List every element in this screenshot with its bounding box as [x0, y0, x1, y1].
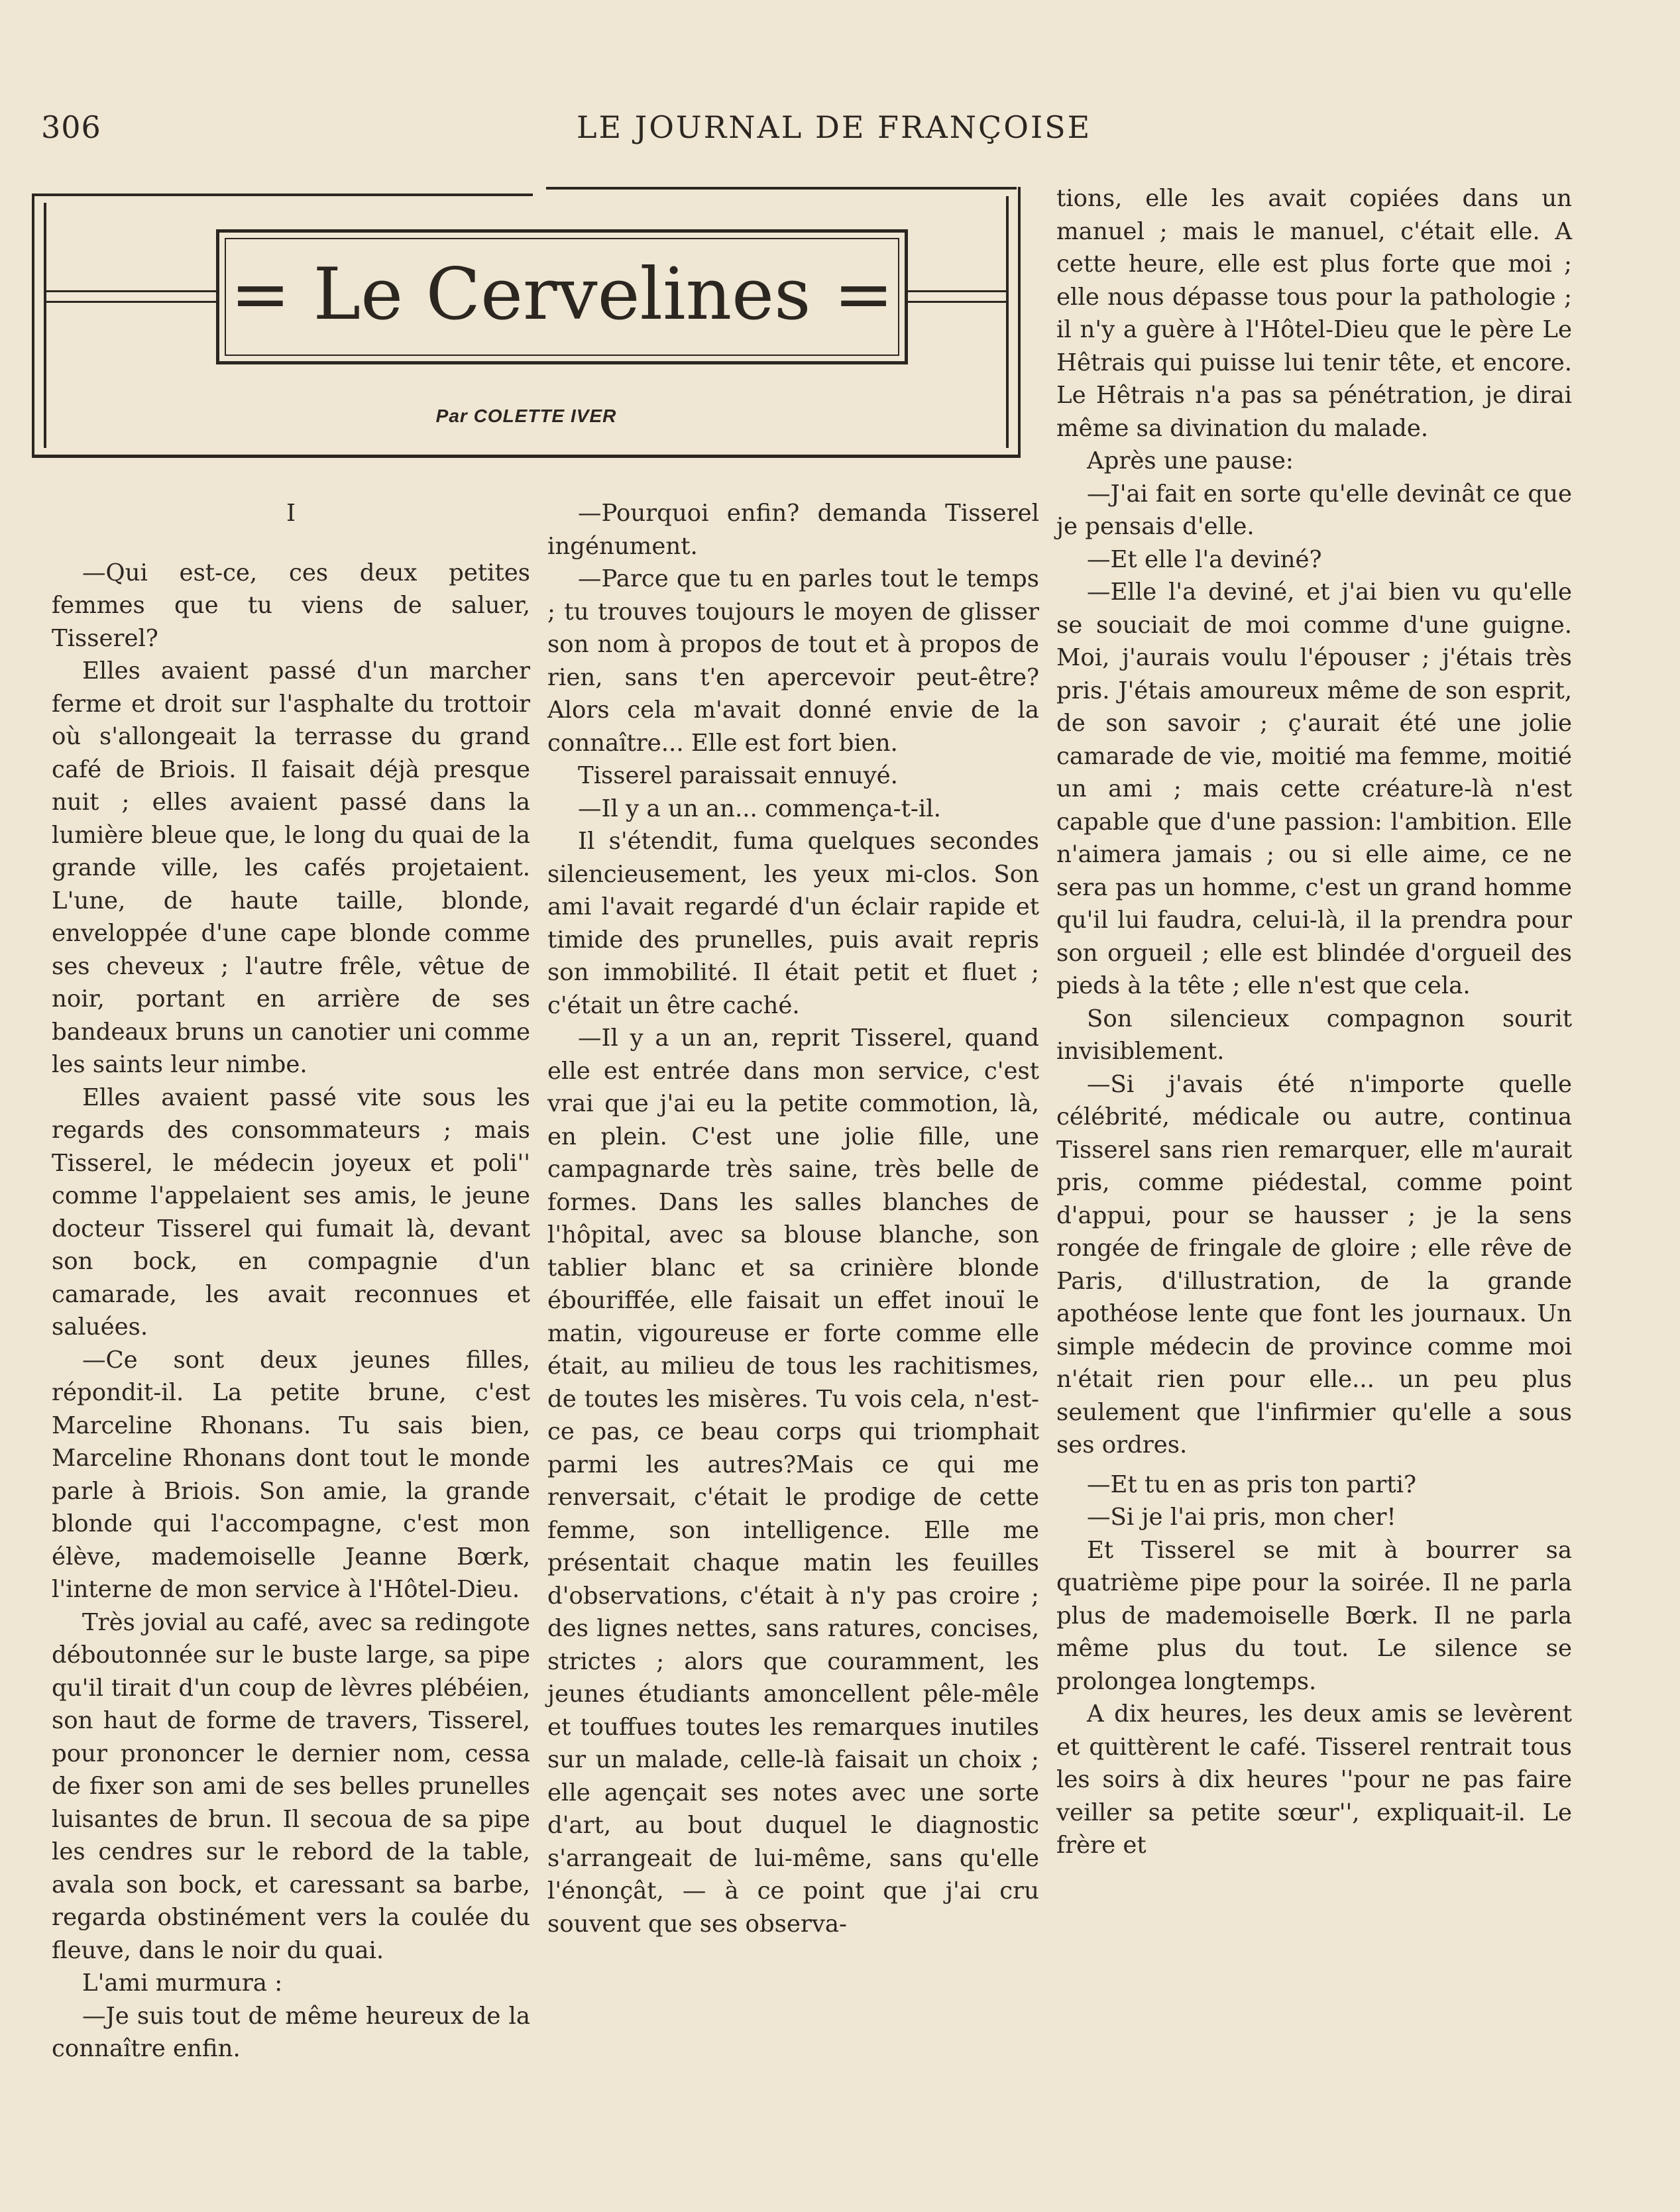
paragraph: —Elle l'a deviné, et j'ai bien vu qu'elle se souciait de moi comme d'une guigne. Moi, j'aurais voulu l'épouser ; j'étais très pris. J'étais amoureux même de son esprit, de son savoir ; ç'aurait été une jolie camarade de vie, moitié ma femme, moitié un ami ; mais cette créature-là n'est capable que d'une passion: l'ambition. Elle n'aimera jamais ; ou si elle aime, ce ne sera pas un homme, c'est un grand homme qu'il lui faudra, celui-là, il la prendra pour son orgueil ; elle est blindée d'orgueil des pieds à la tête ; elle n'est que cela.	[1056, 579, 1572, 999]
article-title: = Le Cervelines =	[230, 253, 894, 336]
paragraph: Son silencieux compagnon sourit invisiblement.	[1056, 1005, 1572, 1065]
column-1	[52, 497, 530, 2066]
title-frame	[32, 187, 1021, 459]
paragraph: —Je suis tout de même heureux de la connaître enfin.	[52, 2002, 530, 2062]
paragraph: —Et tu en as pris ton parti?	[1087, 1470, 1417, 1498]
paragraph: Elles avaient passé d'un marcher ferme et droit sur l'asphalte du trottoir où s'allongeait la terrasse du grand café de Briois. Il faisait déjà presque nuit ; elles avaient passé dans la lumière bleue que, le long du quai de la grande ville, les cafés projetaient. L'une, de haute taille, blonde, enveloppée d'une cape blonde comme ses cheveux ; l'autre frêle, vêtue de noir, portant en arrière de ses bandeaux bruns un canotier uni comme les saints leur nimbe.	[52, 657, 530, 1078]
paragraph: Très jovial au café, avec sa redingote déboutonnée sur le buste large, sa pipe qu'il tirait d'un coup de lèvres plébéien, son haut de forme de travers, Tisserel, pour prononcer le dernier nom, cessa de fixer son ami de ses belles prunelles luisantes de brun. Il secoua de sa pipe les cendres sur le rebord de la table, avala son bock, et caressant sa barbe, regarda obstinément vers la coulée du fleuve, dans le noir du quai.	[52, 1608, 530, 1964]
column-2	[547, 497, 1039, 1940]
left-connector-top	[46, 290, 216, 292]
frame-bottom-rule	[32, 455, 1021, 458]
paragraph: —Si j'avais été n'importe quelle célébrité, médicale ou autre, continua Tisserel sans rien remarquer, elle m'aurait pris, comme piédestal, comme point d'appui, pour se hausser ; je la sens rongée de fringale de gloire ; elle rêve de Paris, d'illustration, de la grande apothéose lente que font les journaux. Un simple médecin de province comme moi n'était rien pour elle... un peu plus seulement que l'infirmier qu'elle a sous ses ordres.	[1056, 1070, 1572, 1459]
paragraph: —Ce sont deux jeunes filles, répondit-il. La petite brune, c'est Marceline Rhonans. Tu sais bien, Marceline Rhonans dont tout le monde parle à Briois. Son amie, la grande blonde qui l'accompagne, c'est mon élève, mademoiselle Jeanne Bœrk, l'interne de mon service à l'Hôtel-Dieu.	[52, 1346, 530, 1603]
byline: Par COLETTE IVER	[435, 406, 617, 426]
section-number: I	[286, 500, 296, 527]
right-connector-top	[908, 290, 1006, 292]
paragraph: —Si je l'ai pris, mon cher!	[1087, 1504, 1396, 1531]
paragraph: Tisserel paraissait ennuyé.	[578, 762, 898, 789]
running-title: LE JOURNAL DE FRANÇOISE	[577, 109, 1092, 145]
paragraph: —Parce que tu en parles tout le temps ; tu trouves toujours le moyen de glisser son nom à propos de tout et à propos de rien, sans t'en apercevoir peut-être? Alors cela m'avait donné envie de la connaître... Elle est fort bien.	[547, 565, 1039, 757]
left-connector-bottom	[46, 301, 216, 303]
paragraph: A dix heures, les deux amis se levèrent et quittèrent le café. Tisserel rentrait tous les soirs à dix heures ''pour ne pas faire veiller sa petite sœur'', expliquait-il. Le frère et	[1056, 1700, 1572, 1859]
paragraph: —Et elle l'a deviné?	[1087, 545, 1322, 573]
frame-top-left-rule	[32, 194, 533, 196]
paragraph: —Qui est-ce, ces deux petites femmes que tu viens de saluer, Tisserel?	[52, 559, 530, 652]
paragraph-continued: tions, elle les avait copiées dans un manuel ; mais le manuel, c'était elle. A cette heure, elle est plus forte que moi ; elle nous dépasse tous pour la pathologie ; il n'y a guère à l'Hôtel-Dieu que le père Le Hêtrais qui puisse lui tenir tête, et encore. Le Hêtrais n'a pas sa pénétration, je dirai même sa divination du malade.	[1056, 185, 1572, 442]
column-3	[1056, 182, 1572, 1862]
page-number: 306	[41, 109, 101, 145]
paragraph: —Il y a un an... commença-t-il.	[578, 795, 941, 822]
paragraph: —Il y a un an, reprit Tisserel, quand elle est entrée dans mon service, c'est vrai que j'ai eu la petite commotion, là, en plein. C'est une jolie fille, une campagnarde très saine, très belle de formes. Dans les salles blanches de l'hôpital, avec sa blouse blanche, son tablier blanc et sa crinière blonde ébouriffée, elle faisait un effet inouï le matin, vigoureuse er forte comme elle était, au milieu de tous les rachitismes, de toutes les misères. Tu vois cela, n'est-ce pas, ce beau corps qui triomphait parmi les autres?Mais ce qui me renversait, c'était le prodige de cette femme, son intelligence. Elle me présentait chaque matin les feuilles d'observations, c'était à n'y pas croire ; des lignes nettes, sans ratures, concises, strictes ; alors que couramment, les jeunes étudiants amoncellent pêle-mêle et touffues toutes les remarques inutiles sur un malade, celle-là faisait un choix ; elle agençait ses notes avec une sorte d'art, au bout duquel le diagnostic s'arrangeait de lui-même, sans qu'elle l'énonçât, — à ce point que j'ai cru souvent que ses observa-	[547, 1024, 1039, 1938]
paragraph: L'ami murmura :	[82, 1969, 283, 1997]
paragraph: —Pourquoi enfin? demanda Tisserel ingénument.	[547, 500, 1039, 560]
frame-top-right-rule	[546, 187, 1017, 190]
paragraph: —J'ai fait en sorte qu'elle devinât ce que je pensais d'elle.	[1056, 480, 1572, 540]
paragraph: Et Tisserel se mit à bourrer sa quatrième pipe pour la soirée. Il ne parla plus de mademoiselle Bœrk. Il ne parla même plus du tout. Le silence se prolongea longtemps.	[1056, 1536, 1572, 1695]
title-box	[216, 229, 908, 364]
paragraph: Après une pause:	[1087, 447, 1294, 474]
right-connector-bottom	[908, 301, 1006, 303]
paragraph: Il s'étendit, fuma quelques secondes silencieusement, les yeux mi-clos. Son ami l'avait regardé d'un éclair rapide et timide des prunelles, puis avait repris son immobilité. Il était petit et fluet ; c'était un être caché.	[547, 828, 1039, 1019]
paragraph: Elles avaient passé vite sous les regards des consommateurs ; mais Tisserel, le médecin joyeux et poli'' comme l'appelaient ses amis, le jeune docteur Tisserel qui fumait là, devant son bock, en compagnie d'un camarade, les avait reconnues et saluées.	[52, 1083, 530, 1341]
